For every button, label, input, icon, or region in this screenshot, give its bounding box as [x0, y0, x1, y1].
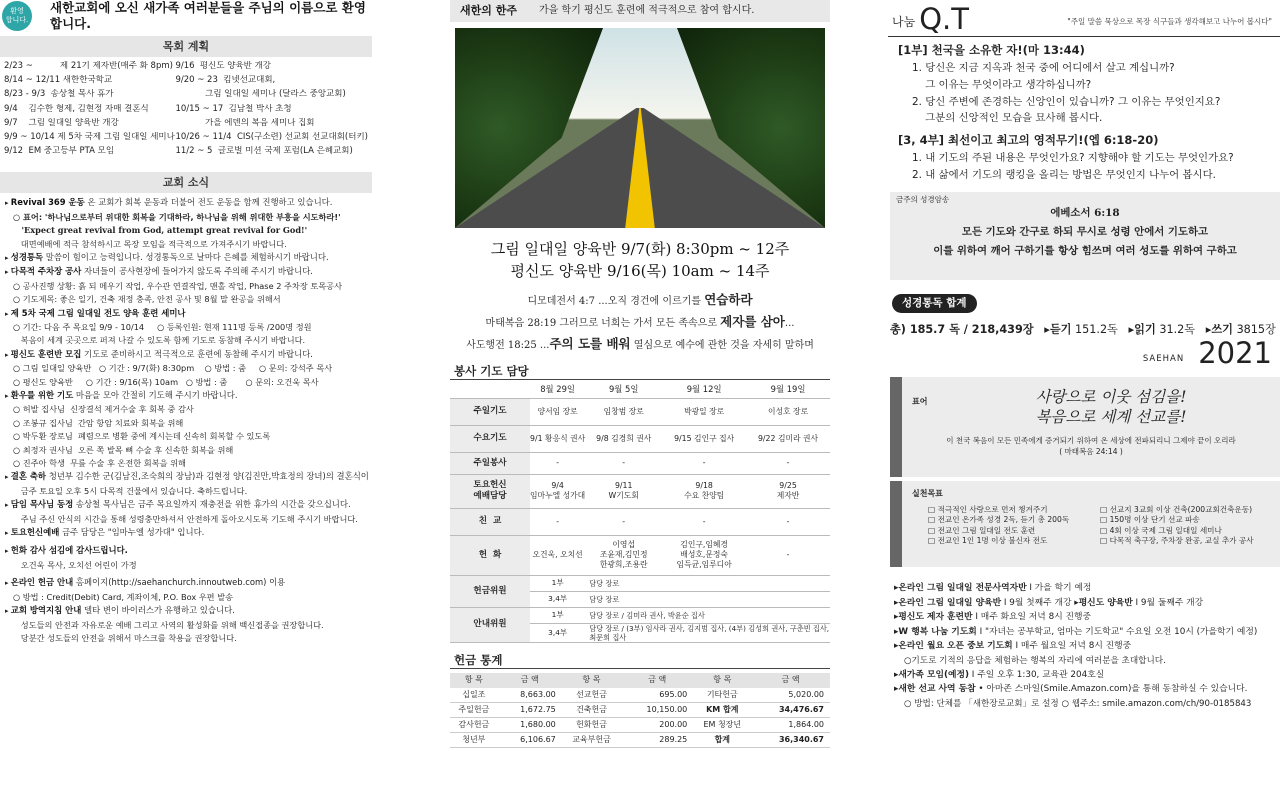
goal-item: □ 적극적인 사랑으로 먼저 챙겨주기 — [928, 504, 1048, 514]
announcement-title: 새가족 모임(예정) — [898, 669, 970, 680]
pastor-plan-schedule — [0, 57, 372, 160]
weekly-banner-subtitle: 가을 학기 평신도 훈련에 적극적으로 참여 합시다. — [538, 4, 755, 16]
finance-cell: 주일헌금 — [450, 703, 498, 718]
motto-verse: 이 천국 복음이 모든 민족에게 증거되기 위하여 온 세상에 전파되리니 그제야 끝이 오리라 ( 마태복음 24:14 ) — [946, 435, 1236, 456]
memory-label: 금주의 성경암송 — [896, 194, 950, 204]
verses — [450, 290, 830, 356]
verse-1: 디모데전서 4:7 ...오직 경건에 이르기를 연습하라 — [527, 292, 753, 307]
service-cell: 김인구,임혜경 배성호,문정숙 임득균,임루디아 — [662, 535, 746, 575]
news-item-desc: 홈페이지(http://saehanchurch.innoutweb.com) 이용 — [73, 577, 286, 588]
memory-line-1: 모든 기도와 간구로 하되 무시로 성령 안에서 기도하고 — [961, 226, 1209, 239]
triangle-icon: ▸ — [894, 626, 899, 637]
schedule-item: 2/23 ~ 제 21기 제자반(매주 화 8pm) — [4, 61, 173, 71]
motto-label: 표어 — [912, 396, 928, 406]
news-item-detail: ○ 그림 일대일 양육반 ○ 기간 : 9/7(화) 8:30pm ○ 방법 : 줌 ○ 문의: 강석주 목사 — [13, 363, 333, 374]
announcement-detail: I 매주 월요일 저녁 8시 진행중 — [1012, 641, 1132, 652]
news-item — [5, 576, 370, 590]
service-cell: 9/1 황응식 권사 — [530, 425, 585, 452]
news-item — [5, 307, 370, 321]
announcement-title: 온라인 월요 오픈 중보 기도회 — [898, 641, 1013, 652]
news-item — [5, 265, 370, 279]
news-item-title: 온라인 헌금 안내 — [10, 577, 74, 588]
qt-question: 그 이유는 무엇이라고 생각하십니까? — [912, 78, 1092, 91]
schedule-item: 8/14 ~ 12/11 새한한국학교 — [4, 75, 113, 86]
welcome-text: 새한교회에 오신 새가족 여러분들을 주님의 이름으로 환영합니다. — [50, 0, 366, 31]
qt-question: 그분의 신앙적인 모습을 묘사해 봅시다. — [912, 112, 1103, 125]
news-item-detail: 성도들의 안전과 자유로운 예배 그리고 사역의 활성화를 위해 백신접종을 권장합니다. — [13, 619, 324, 630]
center-column — [450, 0, 830, 806]
service-cell: - — [746, 508, 830, 535]
triangle-icon: ▸ — [5, 579, 11, 588]
finance-cell: KM 합계 — [693, 703, 751, 718]
news-item-title: 교회 방역지침 안내 — [10, 605, 82, 616]
finance-cell: 34,476.67 — [751, 703, 830, 718]
announcement-detail: I 매주 화요일 저녁 8시 진행중 — [972, 612, 1091, 623]
announcement-detail: I 9월 첫째주 개강 — [1001, 597, 1075, 608]
left-column — [0, 0, 372, 806]
motto-box — [890, 377, 1280, 477]
service-cell: 양서임 장로 — [530, 398, 585, 425]
finance-header-item: 항 목 — [693, 673, 751, 688]
schedule-item: 9/20 ~ 23 킴넷선교대회, — [175, 75, 276, 86]
news-item-detail: 당분간 성도들의 안전을 위해서 마스크를 착용을 권장합니다. — [13, 632, 237, 643]
triangle-icon: ▸ — [894, 597, 899, 608]
finance-cell: 교육부헌금 — [562, 733, 622, 748]
service-row-label: 안내위원 — [450, 607, 530, 642]
triangle-icon: ▸ — [5, 501, 11, 510]
year-header — [888, 337, 1280, 371]
goals-label: 실천목표 — [912, 488, 943, 498]
finance-cell: 200.00 — [621, 718, 693, 733]
schedule-item: 가을 에덴의 복음 세미나 집회 — [175, 117, 315, 128]
service-assign: 담당 장로 / 김미라 권사, 박윤순 집사 — [585, 607, 830, 623]
schedule-item: 10/15 ~ 17 김남철 박사 초청 — [175, 103, 292, 114]
goal-item: □ 전교인 온가족 성경 2독, 듣기 총 200독 — [928, 515, 1070, 525]
finance-cell: 1,680.00 — [498, 718, 562, 733]
schedule-item: 9/16 평신도 양육반 개강 — [175, 61, 272, 71]
goals-grid — [912, 505, 1272, 546]
service-row-label: 친 교 — [450, 508, 530, 535]
service-row-label: 헌금위원 — [450, 575, 530, 607]
triangle-icon: ▸ — [894, 669, 899, 680]
service-cell: 이영섭 조윤재,김민정 한광희,조용란 — [585, 535, 662, 575]
qt-questions-1 — [888, 60, 1280, 127]
welcome-badge-line1: 환영 — [10, 7, 24, 15]
finance-header-item: 항 목 — [562, 673, 622, 688]
news-item-title: 제 5차 국제 그림 일대일 전도 양육 훈련 세미나 — [10, 307, 186, 318]
news-item-title: 토요헌신예배 — [10, 527, 60, 538]
finance-cell: 289.25 — [621, 733, 693, 748]
reading-pill: 성경통독 합계 — [892, 294, 977, 313]
news-item-detail: 금주 토요일 오후 5시 다목적 건물에서 있습니다. 축하드립니다. — [13, 485, 248, 496]
schedule-item: 9/9 ~ 10/14 제 5차 국제 그림 일대일 세미나 — [4, 131, 175, 142]
triangle-icon: ▸ — [5, 350, 11, 359]
news-item-detail: 복음이 세계 곳곳으로 퍼져 나갈 수 있도록 함께 기도로 동참해 주시기 바랍니다. — [13, 335, 306, 346]
service-assign: 담당 장로 — [585, 591, 830, 607]
finance-cell: 1,672.75 — [498, 703, 562, 718]
goal-item: □ 4회 이상 국제 그림 일대일 세미나 — [1100, 525, 1222, 535]
service-cell: 9/4 임마누엘 성가대 — [530, 474, 585, 508]
service-part: 3,4부 — [530, 591, 585, 607]
service-date: 8월 29일 — [530, 380, 585, 398]
triangle-icon: ▸ — [5, 529, 11, 538]
road-photo — [455, 28, 825, 228]
news-item — [5, 604, 370, 618]
finance-cell: 청년부 — [450, 733, 498, 748]
announcement-title: 온라인 그림 일대일 전문사역자반 — [898, 582, 1027, 593]
service-cell: - — [585, 452, 662, 474]
service-row-label: 주일기도 — [450, 398, 530, 425]
finance-cell: 십일조 — [450, 688, 498, 703]
finance-cell: 8,663.00 — [498, 688, 562, 703]
goal-item: □ 선교지 3교회 이상 건축(200교회건축운동) — [1100, 504, 1253, 514]
finance-cell: 695.00 — [621, 688, 693, 703]
announcement — [894, 668, 1280, 683]
service-cell: - — [585, 508, 662, 535]
news-item-title: 다목적 주차장 공사 — [10, 266, 82, 277]
service-cell: 9/11 W기도회 — [585, 474, 662, 508]
finance-cell: 10,150.00 — [621, 703, 693, 718]
qt-question: 2. 당신 주변에 존경하는 신앙인이 있습니까? 그 이유는 무엇인지요? — [912, 95, 1221, 108]
news-item-desc: 기도로 준비하시고 적극적으로 훈련에 동참해 주시기 바랍니다. — [81, 348, 313, 359]
announcement-sub: ○기도로 기적의 응답을 체험하는 행복의 자리에 여러분을 초대합니다. — [904, 655, 1166, 666]
service-date: 9월 5일 — [585, 380, 662, 398]
news-item — [5, 544, 370, 558]
reading-totals: 총) 185.7 독 / 218,439장 ▸듣기 151.2독 ▸읽기 31.2독 ▸쓰기 3815장 — [890, 322, 1276, 336]
news-item-detail: ○ 허발 집사님 신장결석 제거수술 후 회복 중 감사 — [13, 404, 194, 415]
news-item-title: 평신도 훈련반 모집 — [10, 348, 82, 359]
goal-item: □ 다목적 축구장, 주차장 완공, 교실 추가 공사 — [1100, 536, 1254, 546]
qt-nanum: 나눔 — [892, 15, 916, 29]
news-item-desc: 온 교회가 회복 운동과 더불어 전도 운동을 함께 진행하고 있습니다. — [84, 197, 333, 208]
schedule-item: 그림 일대일 세미나 (달라스 중앙교회) — [175, 89, 346, 100]
service-assign: 담당 장로 — [585, 575, 830, 591]
service-row-label: 주일봉사 — [450, 452, 530, 474]
service-table — [450, 380, 830, 643]
triangle-icon: ▸ — [5, 253, 11, 262]
news-item-detail: ○ 기간: 다음 주 목요일 9/9 - 10/14 ○ 등록인원: 현재 111명 등록 /200명 정원 — [13, 321, 312, 332]
service-cell: 9/8 김경희 권사 — [585, 425, 662, 452]
announcement — [894, 682, 1280, 697]
finance-cell: 헌화헌금 — [562, 718, 622, 733]
service-cell: - — [746, 452, 830, 474]
news-item-desc: 청년부 김수한 군(김남진,조숙희의 장남)과 김현정 양(김진만,박효정의 장녀)의 결혼식이 — [46, 471, 369, 482]
qt-slogan: "주일 말씀 묵상으로 목장 식구들과 생각해보고 나누어 봅시다" — [1067, 16, 1272, 26]
finance-cell: EM 청장년 — [693, 718, 751, 733]
news-item-desc: 델타 변이 바이러스가 유행하고 있습니다. — [81, 605, 235, 616]
announcement-detail: I 9월 둘째주 개강 — [1132, 597, 1204, 608]
goals-box — [890, 481, 1280, 567]
service-row-label: 헌 화 — [450, 535, 530, 575]
finance-cell: 감사헌금 — [450, 718, 498, 733]
service-cell: 박광일 장로 — [662, 398, 746, 425]
news-item-desc: 자녀들이 공사현장에 들어가지 않도록 주의해 주시기 바랍니다. — [81, 266, 313, 277]
service-part: 1부 — [530, 575, 585, 591]
announcement-detail: I "자녀는 공부학교, 엄마는 기도학교" 수요일 오전 10시 (가을학기 예정) — [976, 626, 1258, 637]
news-item — [5, 470, 370, 484]
news-item — [5, 498, 370, 512]
church-news-list — [0, 193, 372, 645]
verse-3: 사도행전 18:25 ...주의 도를 배워 열심으로 예수에 관한 것을 자세히 말하며 — [466, 336, 814, 351]
news-item-detail: ○ 조봉규 집사님 간암 항암 치료와 회복을 위해 — [13, 417, 184, 428]
finance-header-amount: 금 액 — [751, 673, 830, 688]
goal-item: □ 150명 이상 단기 선교 파송 — [1100, 515, 1200, 525]
news-item-detail: 주님 주신 안식의 시간을 통해 성령충만하셔서 안전하게 돌아오시도록 기도해 주시기 바랍니다. — [13, 513, 358, 524]
finance-heading: 헌금 통계 — [450, 651, 830, 669]
triangle-icon: ▸ — [1074, 597, 1079, 608]
training-line-1: 그림 일대일 양육반 9/7(화) 8:30pm ~ 12주 — [490, 240, 790, 258]
triangle-icon: ▸ — [5, 547, 11, 556]
triangle-icon: ▸ — [5, 607, 11, 616]
news-item-title: Revival 369 운동 — [10, 197, 85, 208]
finance-header-item: 항 목 — [450, 673, 498, 688]
triangle-icon: ▸ — [894, 582, 899, 593]
right-column — [888, 0, 1280, 806]
news-item-detail: ○ 최정자 권사님 오른 쪽 발목 뼈 수술 후 신속한 회복을 위해 — [13, 444, 234, 455]
weekly-banner — [450, 0, 830, 22]
qt-questions-2 — [888, 150, 1280, 184]
announcement — [894, 639, 1280, 654]
announcement-detail: I 가을 학기 예정 — [1026, 582, 1092, 593]
triangle-icon: ▸ — [5, 392, 11, 400]
goal-item: □ 전교인 1인 1명 이상 불신자 전도 — [928, 536, 1048, 546]
triangle-icon: ▸ — [894, 612, 899, 623]
news-item-detail: ○ 방법 : Credit(Debit) Card, 계좌이체, P.O. Box 우편 발송 — [13, 591, 234, 602]
schedule-item: 11/2 ~ 5 글로벌 미션 국제 포럼(LA 은혜교회) — [175, 146, 353, 157]
service-heading: 봉사 기도 담당 — [450, 362, 830, 380]
triangle-icon: ▸ — [894, 684, 899, 695]
schedule-item: 8/23 - 9/3 송상철 목사 휴가 — [4, 89, 114, 100]
training-line-2: 평신도 양육반 9/16(목) 10am ~ 14주 — [510, 262, 770, 280]
announcement — [894, 581, 1280, 596]
finance-header-amount: 금 액 — [621, 673, 693, 688]
news-item-title: 헌화 감사 섬김에 감사드립니다. — [10, 545, 128, 556]
announcement-detail: • 아마존 스마일(Smile.Amazon.com)을 통해 동참하실 수 있습니다. — [975, 684, 1248, 695]
service-part: 1부 — [530, 607, 585, 623]
announcement-title: 평신도 제자 훈련반 — [898, 612, 973, 623]
news-item-title: 담임 목사님 동정 — [10, 499, 74, 510]
announcement — [894, 625, 1280, 640]
finance-cell: 36,340.67 — [751, 733, 830, 748]
schedule-item: 9/4 김수한 형제, 김현정 자매 결혼식 — [4, 103, 149, 114]
news-item-title: 결혼 축하 — [10, 471, 47, 482]
year-label: 2021 — [1198, 335, 1272, 370]
finance-cell: 1,864.00 — [751, 718, 830, 733]
news-item-detail: ○ 진주아 학생 무릎 수술 후 온전한 회복을 위해 — [13, 458, 186, 469]
qt-header — [888, 0, 1280, 34]
service-date: 9월 12일 — [662, 380, 746, 398]
verse-2: 마태복음 28:19 그러므로 너희는 가서 모든 족속으로 제자를 삼아... — [485, 314, 795, 329]
qt-question: 1. 당신은 지금 지옥과 천국 중에 어디에서 살고 계십니까? — [912, 62, 1175, 74]
announcements — [888, 581, 1280, 711]
service-cell: 이성호 장로 — [746, 398, 830, 425]
finance-cell: 건축헌금 — [562, 703, 622, 718]
triangle-icon: ▸ — [5, 199, 11, 208]
qt-heading-2: [3, 4부] 최선이고 최고의 영적무기!(엡 6:18-20) — [898, 133, 1159, 148]
news-item — [5, 526, 370, 540]
finance-cell: 선교헌금 — [562, 688, 622, 703]
service-date: 9월 19일 — [746, 380, 830, 398]
triangle-icon: ▸ — [5, 309, 11, 318]
service-cell: - — [530, 452, 585, 474]
saehan-label: SAEHAN — [1142, 354, 1185, 365]
announcement — [894, 596, 1280, 611]
announcement-title: W 행복 나눔 기도회 — [898, 626, 977, 637]
news-item-detail: 오건욱 목사, 오치선 어린이 가정 — [13, 559, 137, 570]
announcement-title: 새한 선교 사역 동참 — [898, 684, 976, 695]
service-cell: - — [662, 508, 746, 535]
memory-verse-box — [890, 192, 1280, 280]
service-row-label: 수요기도 — [450, 425, 530, 452]
finance-cell: 5,020.00 — [751, 688, 830, 703]
service-cell: 9/22 김미라 권사 — [746, 425, 830, 452]
news-item-title: 성경통독 — [10, 251, 44, 262]
triangle-icon: ▸ — [5, 473, 11, 482]
announcement-sub: ○ 방법: 단체를 「새한장로교회」로 설정 ○ 웹주소: smile.amazon.com/ch/90-0185843 — [904, 699, 1252, 710]
announcement-detail: I 주일 오후 1:30, 교육관 204호실 — [969, 669, 1105, 680]
schedule-item: 9/7 그림 일대일 양육반 개강 — [4, 117, 119, 128]
service-cell: - — [530, 508, 585, 535]
qt-heading-1: [1부] 천국을 소유한 자!(마 13:44) — [898, 43, 1085, 57]
motto-text: 사랑으로 이웃 섬김을! 복음으로 세계 선교를! — [1035, 387, 1187, 426]
qt-question: 2. 내 삶에서 기도의 랭킹을 올리는 방법은 무엇인지 나누어 봅시다. — [912, 168, 1216, 181]
finance-table — [450, 673, 830, 749]
news-item-detail: ○ 평신도 양육반 ○ 기간 : 9/16(목) 10am ○ 방법 : 줌 ○ 문의: 오건욱 목사 — [13, 376, 319, 387]
triangle-icon: ▸ — [5, 268, 11, 277]
service-cell: 9/25 제자반 — [746, 474, 830, 508]
news-item — [5, 251, 370, 265]
finance-cell: 6,106.67 — [498, 733, 562, 748]
service-cell: 9/18 수요 찬양팀 — [662, 474, 746, 508]
news-item-detail: 'Expect great revival from God, attempt great revival for God!' — [13, 225, 308, 236]
service-cell: 9/15 김인구 집사 — [662, 425, 746, 452]
church-news-heading: 교회 소식 — [0, 172, 372, 193]
news-item-detail: ○ 박두환 장로님 폐렴으로 병환 중에 계시는데 신속히 회복할 수 있도록 — [13, 431, 271, 442]
news-item-detail: ○ 공사진행 상황: 흙 되 메우기 작업, 우수관 연결작업, 맨홀 작업, Phase 2 주차장 토목공사 — [13, 280, 342, 291]
news-item — [5, 389, 370, 403]
memory-line-2: 이를 위하여 깨어 구하기를 항상 힘쓰며 여러 성도를 위하여 구하고 — [933, 245, 1237, 258]
announcement-title: 평신도 양육반 — [1078, 597, 1133, 608]
finance-cell: 기타헌금 — [693, 688, 751, 703]
service-header-blank — [450, 380, 530, 398]
service-part: 3,4부 — [530, 623, 585, 642]
news-item-desc: 송상철 목사님은 금주 목요일까지 재충전을 위한 휴가의 시간을 갖으십니다. — [73, 499, 351, 510]
news-item-desc: 말씀이 힘이고 능력입니다. 성경통독으로 날마다 은혜를 체험하시기 바랍니다. — [43, 251, 329, 262]
news-item-desc: 금주 담당은 "임마누엘 성가대" 입니다. — [59, 527, 205, 538]
schedule-item: 9/12 EM 중고등부 PTA 모임 — [4, 146, 115, 157]
memory-ref: 에베소서 6:18 — [1050, 207, 1120, 220]
service-row-label: 토요헌신 예배담당 — [450, 474, 530, 508]
finance-cell: 합계 — [693, 733, 751, 748]
qt-title: Q.T — [919, 2, 969, 36]
service-cell: 임창범 장로 — [585, 398, 662, 425]
pastor-plan-heading: 목회 계획 — [0, 36, 372, 57]
news-item — [5, 196, 370, 210]
schedule-right — [175, 61, 368, 160]
service-assign: 담당 장로 / (3부) 임사라 권사, 김지범 집사, (4부) 김성희 권사, 구춘빈 집사, 최문희 집사 — [585, 623, 830, 642]
announcement-title: 온라인 그림 일대일 양육반 — [898, 597, 1002, 608]
news-item-detail: ○ 표어: '하나님으로부터 위대한 회복을 기대하라, 하나님을 위해 위대한 부흥을 시도하라!' — [13, 211, 341, 222]
training-headline — [450, 238, 830, 282]
welcome-row — [0, 0, 372, 32]
reading-total: 총) 185.7 독 / 218,439장 — [890, 322, 1034, 336]
service-cell: - — [662, 452, 746, 474]
news-item-title: 환우를 위한 기도 — [10, 390, 74, 400]
news-item-detail: ○ 기도제목: 좋은 일기, 건축 재정 충족, 안전 공사 및 8월 말 완공을 위해서 — [13, 294, 281, 305]
news-item-detail: 대면예배에 적극 참석하시고 목장 모임을 적극적으로 가져주시기 바랍니다. — [13, 238, 287, 249]
schedule-left — [4, 61, 175, 160]
welcome-badge — [2, 1, 32, 31]
news-item — [5, 348, 370, 362]
qt-question: 1. 내 기도의 주된 내용은 무엇인가요? 지향해야 할 기도는 무엇인가요? — [912, 152, 1234, 165]
service-cell: 오건욱, 오치선 — [530, 535, 585, 575]
welcome-badge-line2: 합니다. — [5, 16, 29, 24]
schedule-item: 10/26 ~ 11/4 CIS(구소련) 선교회 선교대회(터키) — [175, 131, 368, 142]
finance-header-amount: 금 액 — [498, 673, 562, 688]
goal-item: □ 전교인 그림 일대일 전도 훈련 — [928, 525, 1036, 535]
weekly-banner-title: 새한의 한주 — [460, 4, 517, 18]
triangle-icon: ▸ — [894, 641, 899, 652]
service-cell: - — [746, 535, 830, 575]
news-item-desc: 마음을 모아 간절히 기도해 주시기 바랍니다. — [73, 390, 238, 400]
announcement — [894, 610, 1280, 625]
